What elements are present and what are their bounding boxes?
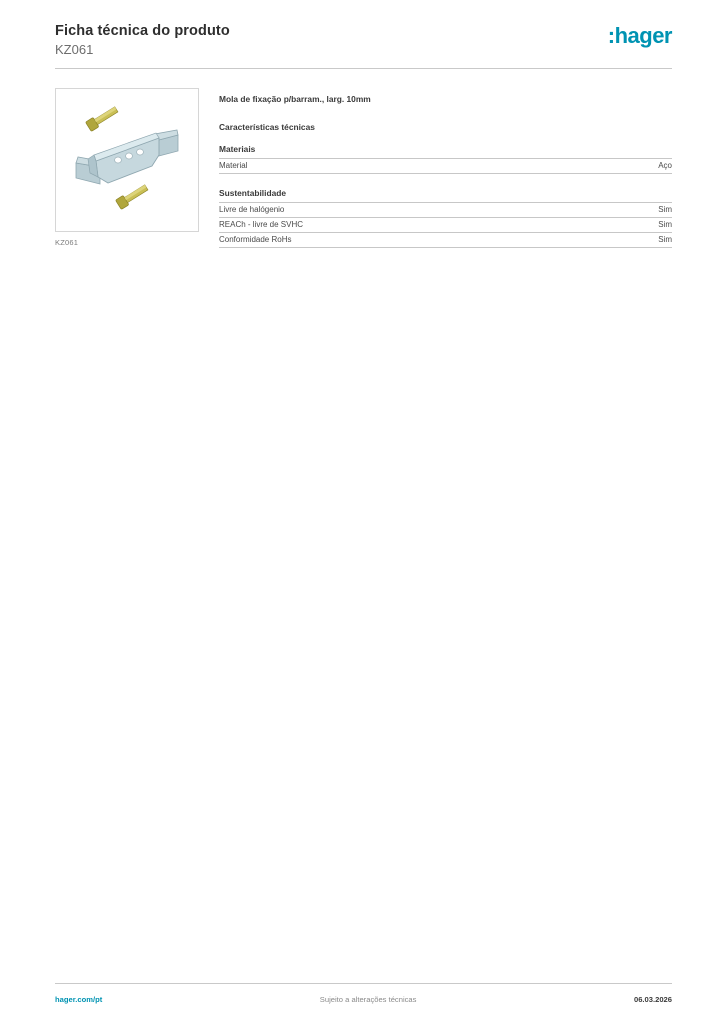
- spec-value: Sim: [658, 205, 672, 215]
- table-row: [219, 232, 672, 248]
- spec-value: Sim: [658, 235, 672, 245]
- header-divider: [55, 68, 672, 69]
- spec-label: Conformidade RoHs: [219, 235, 292, 245]
- logo-colon-icon: :: [607, 23, 615, 48]
- footer-disclaimer: Sujeito a alterações técnicas: [319, 995, 417, 1004]
- table-row: [219, 202, 672, 217]
- spec-label: Material: [219, 161, 248, 171]
- spec-value: Sim: [658, 220, 672, 230]
- hager-logo: [608, 25, 672, 47]
- spec-label: Livre de halógenio: [219, 205, 285, 215]
- product-name: Mola de fixação p/barram., larg. 10mm: [219, 94, 371, 104]
- product-image-frame: [55, 88, 199, 232]
- product-image-block: [55, 88, 201, 247]
- page-footer: [55, 995, 672, 1004]
- product-image-caption: KZ061: [55, 238, 79, 247]
- footer-date: 06.03.2026: [633, 995, 672, 1004]
- spec-label: REACh - livre de SVHC: [219, 220, 304, 230]
- logo-wordmark: hager: [614, 23, 672, 48]
- table-row: [219, 158, 672, 174]
- spec-value: Aço: [658, 161, 672, 171]
- header-titles: [55, 22, 230, 59]
- product-reference: KZ061: [55, 42, 94, 58]
- spec-group-sustentabilidade: [219, 188, 672, 248]
- section-title-technical: Características técnicas: [219, 121, 315, 132]
- specifications-panel: [219, 94, 672, 248]
- spec-group-title: Materiais: [219, 143, 256, 154]
- table-row: [219, 217, 672, 232]
- spec-group-title: Sustentabilidade: [219, 187, 287, 198]
- page-header: [55, 22, 672, 59]
- footer-divider: [55, 983, 672, 984]
- footer-website-link[interactable]: hager.com/pt: [55, 995, 103, 1004]
- page-title: Ficha técnica do produto: [55, 23, 230, 39]
- product-photo-icon: [56, 89, 198, 231]
- spec-group-materiais: [219, 144, 672, 174]
